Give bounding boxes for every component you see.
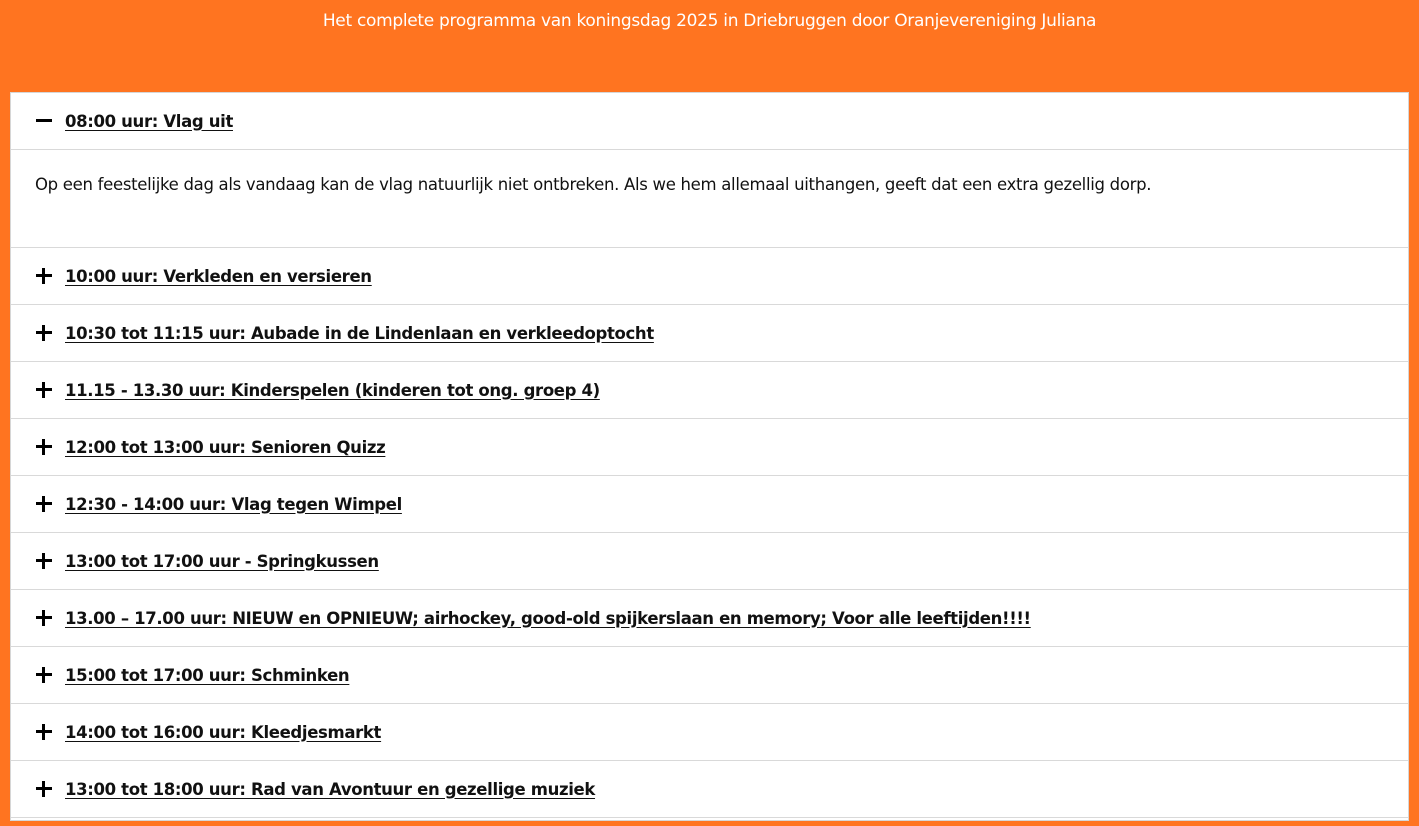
header-banner	[0, 0, 1419, 92]
accordion-item	[11, 419, 1408, 476]
accordion-title[interactable]: 11.15 - 13.30 uur: Kinderspelen (kinderen tot ong. groep 4)	[65, 380, 600, 400]
accordion-title[interactable]: 13.00 – 17.00 uur: NIEUW en OPNIEUW; airhockey, good-old spijkerslaan en memory; Voor alle leeftijden!!!!	[65, 608, 1031, 628]
accordion-title[interactable]: 08:00 uur: Vlag uit	[65, 111, 233, 131]
accordion-toggle-5[interactable]	[11, 476, 1408, 532]
accordion-toggle-0[interactable]	[11, 93, 1408, 149]
accordion-title[interactable]: 13:00 tot 17:00 uur - Springkussen	[65, 551, 379, 571]
plus-icon[interactable]	[35, 666, 53, 684]
accordion-item	[11, 248, 1408, 305]
accordion-item	[11, 476, 1408, 533]
plus-icon[interactable]	[35, 267, 53, 285]
accordion-toggle-6[interactable]	[11, 533, 1408, 589]
accordion-item	[11, 362, 1408, 419]
plus-icon[interactable]	[35, 609, 53, 627]
plus-icon[interactable]	[35, 780, 53, 798]
plus-icon[interactable]	[35, 438, 53, 456]
program-accordion	[10, 92, 1409, 821]
accordion-title[interactable]: 14:00 tot 16:00 uur: Kleedjesmarkt	[65, 722, 382, 742]
accordion-item	[11, 93, 1408, 248]
accordion-item	[11, 704, 1408, 761]
accordion-title[interactable]: 15:00 tot 17:00 uur: Schminken	[65, 665, 350, 685]
accordion-title[interactable]: 10:30 tot 11:15 uur: Aubade in de Lindenlaan en verkleedoptocht	[65, 323, 654, 343]
plus-icon[interactable]	[35, 552, 53, 570]
accordion-title[interactable]: 10:00 uur: Verkleden en versieren	[65, 266, 372, 286]
accordion-title[interactable]: 12:30 - 14:00 uur: Vlag tegen Wimpel	[65, 494, 402, 514]
accordion-item	[11, 590, 1408, 647]
accordion-title[interactable]: 13:00 tot 18:00 uur: Rad van Avontuur en gezellige muziek	[65, 779, 596, 799]
accordion-toggle-2[interactable]	[11, 305, 1408, 361]
minus-icon[interactable]	[35, 112, 53, 130]
plus-icon[interactable]	[35, 495, 53, 513]
accordion-item	[11, 533, 1408, 590]
page-title: Het complete programma van koningsdag 2025 in Driebruggen door Oranjevereniging Juliana	[322, 11, 1097, 31]
accordion-content: Op een feestelijke dag als vandaag kan de vlag natuurlijk niet ontbreken. Als we hem allemaal uithangen, geeft dat een extra gezellig dorp.	[11, 149, 1408, 247]
accordion-toggle-10[interactable]	[11, 761, 1408, 817]
accordion-toggle-7[interactable]	[11, 590, 1408, 646]
plus-icon[interactable]	[35, 324, 53, 342]
accordion-toggle-9[interactable]	[11, 704, 1408, 760]
accordion-toggle-3[interactable]	[11, 362, 1408, 418]
accordion-toggle-1[interactable]	[11, 248, 1408, 304]
plus-icon[interactable]	[35, 723, 53, 741]
accordion-toggle-4[interactable]	[11, 419, 1408, 475]
accordion-item	[11, 761, 1408, 818]
plus-icon[interactable]	[35, 381, 53, 399]
accordion-toggle-8[interactable]	[11, 647, 1408, 703]
accordion-title[interactable]: 12:00 tot 13:00 uur: Senioren Quizz	[65, 437, 386, 457]
accordion-item	[11, 647, 1408, 704]
accordion-item	[11, 305, 1408, 362]
